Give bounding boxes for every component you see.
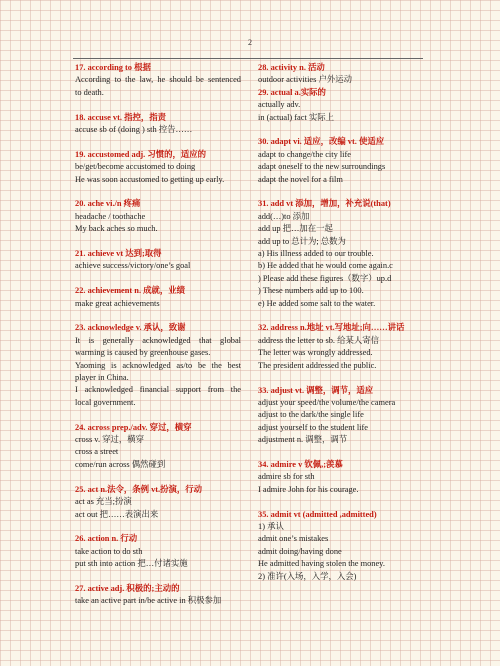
entry-headword: 21. achieve vt 达到;取得 (75, 249, 162, 259)
vocab-entry (258, 136, 428, 186)
entry-headword: 27. active adj. 积极的;主动的 (75, 583, 180, 593)
vocab-entry (75, 62, 241, 99)
entry-line: I acknowledged financial support from the (75, 385, 241, 395)
vocab-entry (258, 509, 428, 583)
entry-line: headache / toothache (75, 211, 146, 221)
entry-headword: 31. add vt 添加，增加，补充说(that) (258, 199, 391, 209)
entry-headword: 34. admire v 钦佩,;羡慕 (258, 459, 343, 469)
vocab-entry (258, 87, 428, 124)
vocab-entry (75, 285, 241, 310)
entry-line: put sth into action 把…付诸实施 (75, 559, 188, 569)
entry-line: add(…)to 添加 (258, 211, 310, 221)
entry-line: The president addressed the public. (258, 360, 377, 370)
vocab-entry (75, 484, 241, 521)
entry-line: make great achievements (75, 298, 160, 308)
entry-line: outdoor activities 户外运动 (258, 75, 352, 85)
vocab-entry (258, 459, 428, 496)
entry-line: in (actual) fact 实际上 (258, 112, 335, 122)
entry-line: to death. (75, 87, 104, 97)
entry-line: actually adv. (258, 100, 301, 110)
entry-line: adjust yourself to the student life (258, 422, 369, 432)
entry-line: player in China. (75, 373, 129, 383)
vocab-entry (75, 583, 241, 608)
entry-headword: 17. according to 根据 (75, 63, 151, 72)
entry-line: adjustment n. 调整，调节 (258, 435, 348, 445)
entry-line: adapt oneself to the new surroundings (258, 162, 386, 172)
entry-line: admire sb for sth (258, 472, 315, 482)
entry-headword: 30. adapt vi. 适应，改编 vt. 使适应 (258, 137, 385, 147)
entry-line: admit one’s mistakes (258, 534, 329, 544)
entry-line: a) His illness added to our trouble. (258, 249, 374, 259)
vocab-entry (75, 322, 241, 409)
entry-line: He was soon accustomed to getting up early. (75, 174, 225, 184)
entry-line: warming is caused by greenhouse gases. (75, 348, 211, 358)
entry-line: 1) 承认 (258, 521, 284, 531)
entry-line: cross v. 穿过，横穿 (75, 435, 145, 445)
entry-headword: 18. accuse vt. 指控，指责 (75, 112, 166, 122)
right-column (258, 62, 428, 595)
entry-headword: 22. achievement n. 成就，业绩 (75, 286, 186, 296)
entry-line: local government. (75, 397, 136, 407)
vocab-entry (258, 322, 428, 372)
entry-line: act as 充当;扮演 (75, 497, 132, 507)
entry-line: 2) 准许(入场，入学，入会) (258, 571, 357, 581)
entry-line: adjust to the dark/the single life (258, 410, 364, 420)
entry-line: I admire John for his courage. (258, 484, 359, 494)
vocab-entry (75, 112, 241, 137)
vocab-entry (75, 198, 241, 235)
entry-line: adjust your speed/the volume/the camera (258, 397, 396, 407)
entry-line: admit doing/having done (258, 546, 342, 556)
entry-line: act out 把……表演出来 (75, 509, 159, 519)
entry-line: address the letter to sb. 给某人寄信 (258, 335, 379, 345)
entry-line: adapt to change/the city life (258, 149, 352, 159)
entry-headword: 25. act n.法令，条例 vt.扮演，行动 (75, 484, 203, 494)
vocab-entry (75, 149, 241, 186)
entry-line: add up 把…加在一起 (258, 224, 333, 234)
entry-headword: 24. across prep./adv. 穿过，横穿 (75, 422, 192, 432)
entry-line: It is generally acknowledged that global (75, 335, 241, 345)
entry-line: adapt the novel for a film (258, 174, 343, 184)
vocab-entry (258, 62, 428, 87)
header-rule (73, 58, 423, 59)
page-number: 2 (248, 38, 252, 47)
entry-line: add up to 总计为; 总数为 (258, 236, 346, 246)
entry-line: take action to do sth (75, 546, 143, 556)
entry-line: My back aches so much. (75, 224, 158, 234)
entry-line: be/get/become accustomed to doing (75, 162, 196, 172)
entry-line: take an active part in/be active in 积极参加 (75, 596, 222, 606)
entry-line: ) These numbers add up to 100. (258, 286, 364, 296)
entry-line: The letter was wrongly addressed. (258, 348, 373, 358)
entry-headword: 28. activity n. 活动 (258, 63, 325, 72)
entry-headword: 32. address n.地址 vt.写地址;向……讲话 (258, 323, 405, 333)
vocab-entry (258, 198, 428, 310)
entry-headword: 35. admit vt (admitted ,admitted) (258, 509, 377, 519)
entry-line: b) He added that he would come again.c (258, 261, 393, 271)
entry-headword: 19. accustomed adj. 习惯的，适应的 (75, 149, 206, 159)
vocab-entry (75, 248, 241, 273)
entry-headword: 23. acknowledge v. 承认，致谢 (75, 323, 186, 333)
entry-line: Yaoming is acknowledged as/to be the best (75, 360, 241, 370)
entry-line: He admitted having stolen the money. (258, 559, 385, 569)
entry-headword: 33. adjust vt. 调整，调节，适应 (258, 385, 374, 395)
entry-line: cross a street (75, 447, 119, 457)
vocab-entry (75, 422, 241, 472)
entry-line: come/run across 偶然碰到 (75, 459, 166, 469)
entry-headword: 20. ache vi./n 疼痛 (75, 199, 141, 209)
vocab-entry (75, 533, 241, 570)
vocab-entry (258, 385, 428, 447)
entry-line: accuse sb of (doing ) sth 控告…… (75, 125, 193, 135)
left-column (75, 62, 241, 620)
entry-line: achieve success/victory/one’s goal (75, 261, 191, 271)
entry-line: According to the law, he should be sentenced (75, 75, 241, 85)
entry-line: e) He added some salt to the water. (258, 298, 376, 308)
entry-headword: 26. action n. 行动 (75, 534, 138, 544)
entry-line: ) Please add these figures（数字）up.d (258, 273, 392, 283)
entry-headword: 29. actual a.实际的 (258, 87, 326, 97)
